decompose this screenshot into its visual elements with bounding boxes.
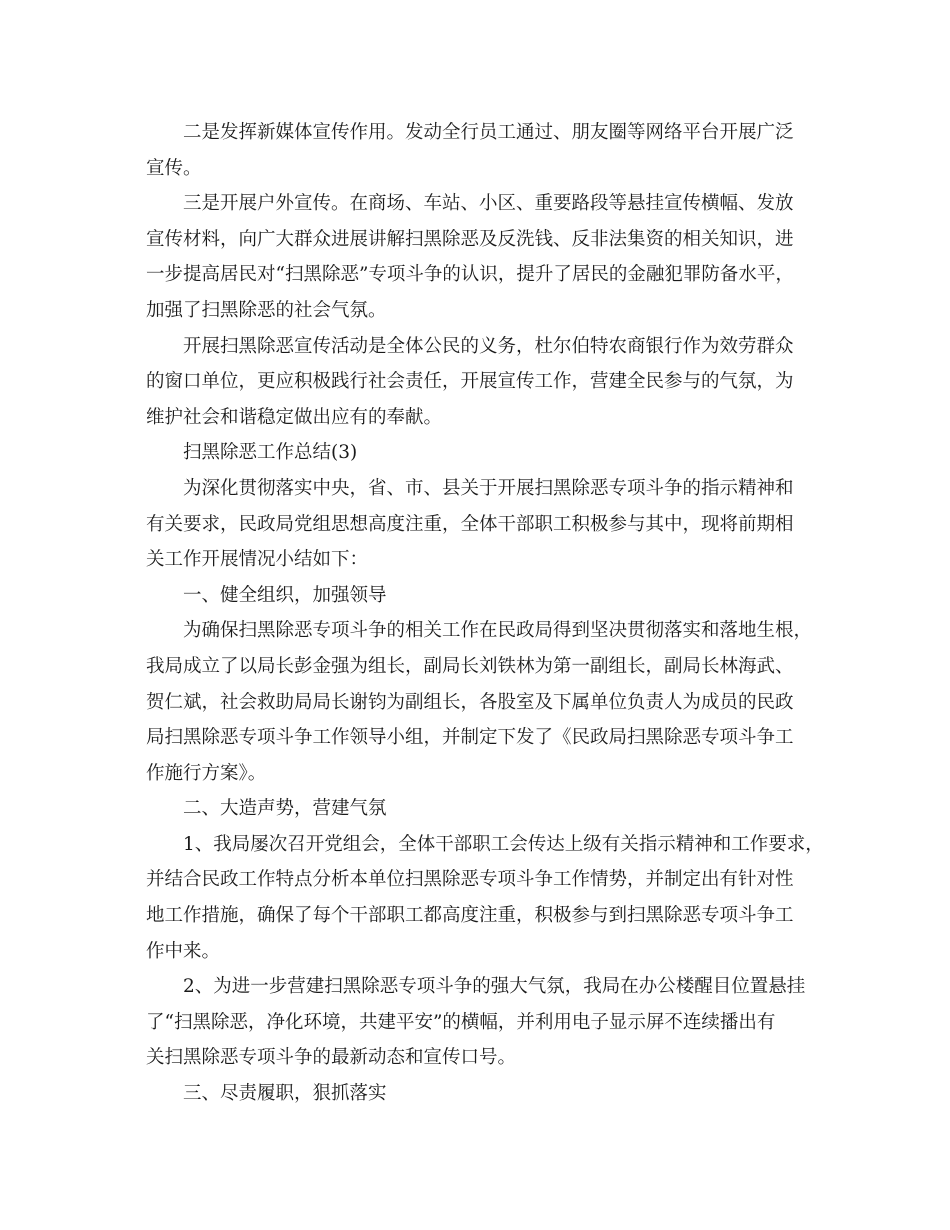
text-line: 二是发挥新媒体宣传作用。发动全行员工通过、朋友圈等网络平台开展广泛 <box>183 122 794 143</box>
text-line: 局扫黑除恶专项斗争工作领导小组，并制定下发了《民政局扫黑除恶专项斗争工 <box>146 727 794 749</box>
text-line: 1、我局屡次召开党组会，全体干部职工会传达上级有关指示精神和工作要求， <box>183 833 824 855</box>
text-line: 了“扫黑除恶，净化环境，共建平安”的横幅，并利用电子显示屏不连续播出有 <box>146 1011 776 1033</box>
text-line: 的窗口单位，更应积极践行社会责任，开展宣传工作，营建全民参与的气氛，为 <box>146 371 794 393</box>
text-line: 宣传。 <box>146 157 202 179</box>
text-line: 我局成立了以局长彭金强为组长，副局长刘铁林为第一副组长，副局长林海武、 <box>146 655 794 677</box>
document-body <box>146 115 822 1112</box>
text-line: 作施行方案》。 <box>146 762 267 784</box>
text-line: 2、为进一步营建扫黑除恶专项斗争的强大气氛，我局在办公楼醒目位置悬挂 <box>183 976 806 998</box>
text-line: 一、健全组织，加强领导 <box>183 584 387 606</box>
text-line: 维护社会和谐稳定做出应有的奉献。 <box>146 406 443 428</box>
text-line: 关扫黑除恶专项斗争的最新动态和宣传口号。 <box>146 1047 517 1069</box>
text-line: 加强了扫黑除恶的社会气氛。 <box>146 299 387 321</box>
text-line: 三是开展户外宣传。在商场、车站、小区、重要路段等悬挂宣传横幅、发放 <box>183 193 794 215</box>
text-line: 贺仁斌，社会救助局局长谢钧为副组长，各股室及下属单位负责人为成员的民政 <box>146 691 794 713</box>
text-line: 扫黑除恶工作总结(3) <box>183 442 358 464</box>
text-line: 地工作措施，确保了每个干部职工都高度注重，积极参与到扫黑除恶专项斗争工 <box>146 905 794 927</box>
text-line: 二、大造声势，营建气氛 <box>183 798 387 820</box>
text-line: 有关要求，民政局党组思想高度注重，全体干部职工积极参与其中，现将前期相 <box>146 513 794 535</box>
text-line: 宣传材料，向广大群众进展讲解扫黑除恶及反洗钱、反非法集资的相关知识，进 <box>146 228 794 250</box>
text-line: 为确保扫黑除恶专项斗争的相关工作在民政局得到坚决贯彻落实和落地生根， <box>183 620 813 642</box>
text-line: 开展扫黑除恶宣传活动是全体公民的义务，杜尔伯特农商银行作为效劳群众 <box>183 335 794 357</box>
text-line: 为深化贯彻落实中央，省、市、县关于开展扫黑除恶专项斗争的指示精神和 <box>183 477 794 499</box>
text-line: 一步提高居民对“扫黑除恶”专项斗争的认识，提升了居民的金融犯罪防备水平， <box>146 264 794 286</box>
text-line: 作中来。 <box>146 940 221 962</box>
text-line: 并结合民政工作特点分析本单位扫黑除恶专项斗争工作情势，并制定出有针对性 <box>146 869 794 891</box>
text-line: 三、尽责履职，狠抓落实 <box>183 1083 387 1105</box>
text-line: 关工作开展情况小结如下： <box>146 549 369 571</box>
